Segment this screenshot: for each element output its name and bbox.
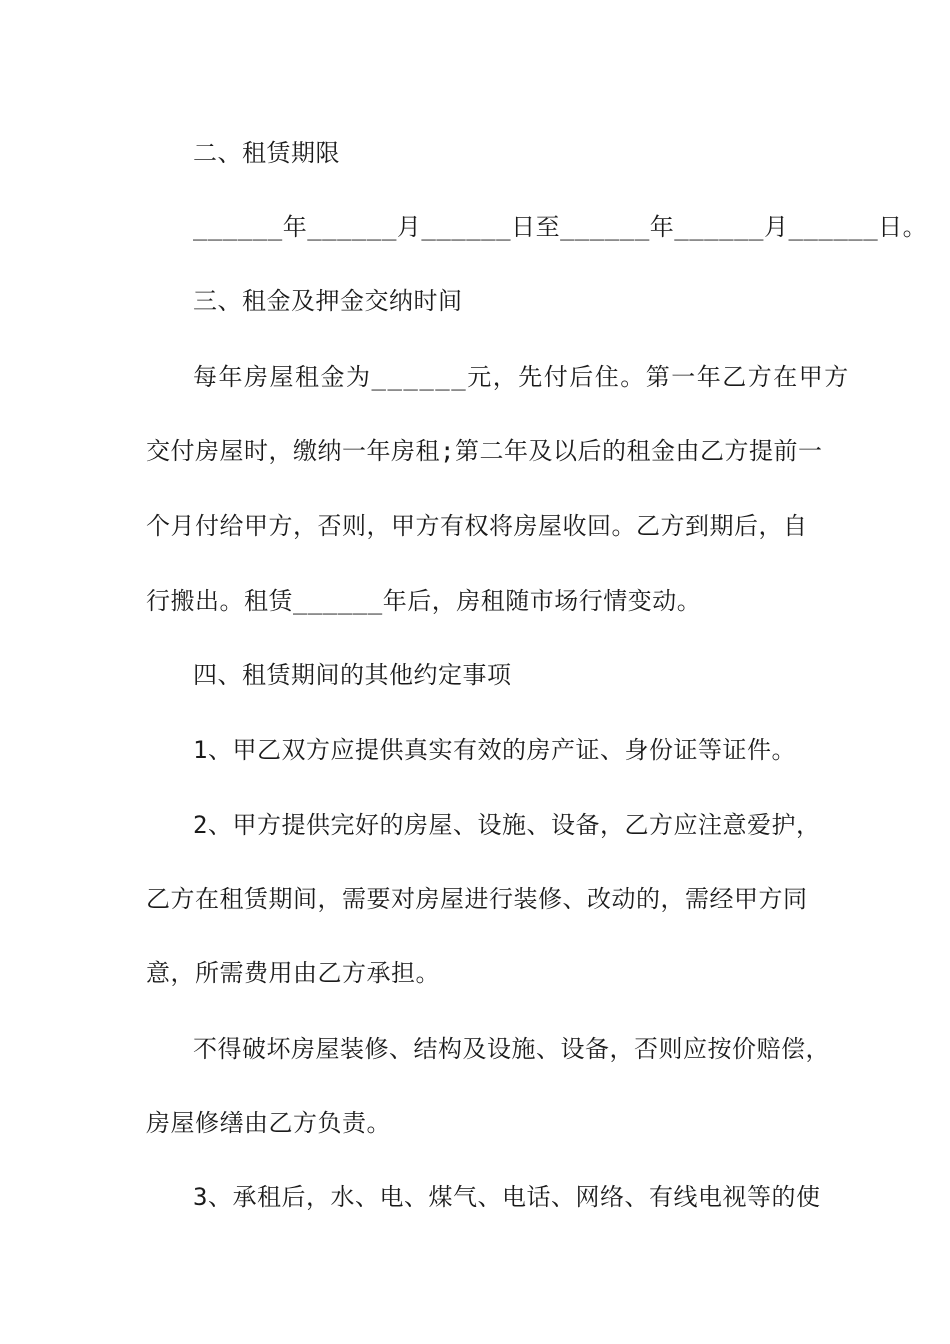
paragraph-line: 个月付给甲方，否则，甲方有权将房屋收回。乙方到期后，自 <box>146 512 808 540</box>
clause-item-1: 1、甲乙双方应提供真实有效的房产证、身份证等证件。 <box>193 736 796 764</box>
section-heading-other-terms: 四、租赁期间的其他约定事项 <box>193 661 512 689</box>
lease-date-range-blanks: ______年______月______日至______年______月______日。 <box>193 213 928 241</box>
section-heading-lease-term: 二、租赁期限 <box>193 139 340 167</box>
paragraph-line: 房屋修缮由乙方负责。 <box>146 1109 391 1137</box>
paragraph-line: 不得破坏房屋装修、结构及设施、设备，否则应按价赔偿， <box>193 1035 830 1063</box>
clause-item-2: 2、甲方提供完好的房屋、设施、设备，乙方应注意爱护， <box>193 811 821 839</box>
paragraph-line: 每年房屋租金为______元，先付后住。第一年乙方在甲方 <box>193 363 850 391</box>
paragraph-line: 意，所需费用由乙方承担。 <box>146 959 440 987</box>
paragraph-line: 交付房屋时，缴纳一年房租;第二年及以后的租金由乙方提前一 <box>146 437 823 465</box>
clause-item-3: 3、承租后，水、电、煤气、电话、网络、有线电视等的使 <box>193 1183 821 1211</box>
paragraph-line: 乙方在租赁期间，需要对房屋进行装修、改动的，需经甲方同 <box>146 885 808 913</box>
paragraph-line: 行搬出。租赁______年后，房租随市场行情变动。 <box>146 587 702 615</box>
section-heading-rent-deposit: 三、租金及押金交纳时间 <box>193 287 463 315</box>
